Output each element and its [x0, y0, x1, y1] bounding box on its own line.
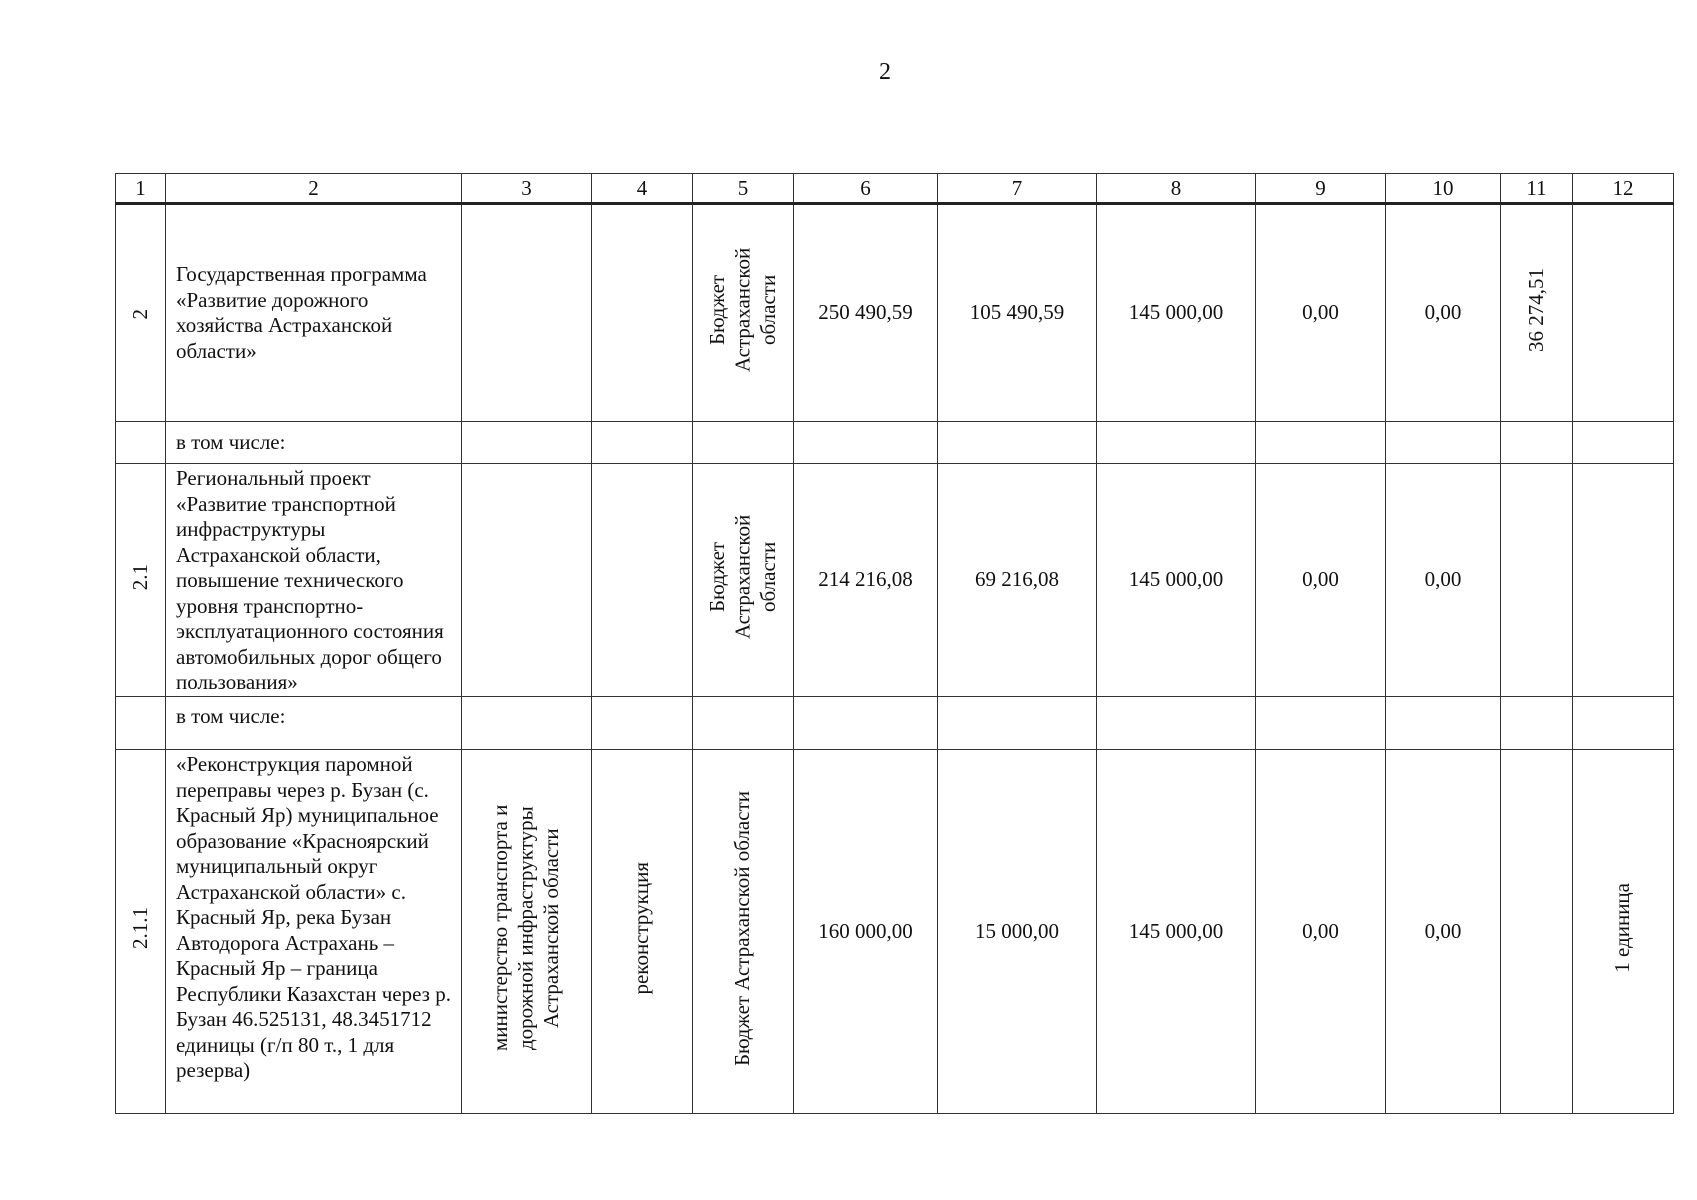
responsible-org: министерство транспорта и дорожной инфраструктуры Астраханской области — [488, 805, 564, 1052]
funding-source-cell — [693, 204, 794, 422]
row-index: 2.1.1 — [127, 907, 152, 950]
responsible-cell — [462, 750, 592, 1114]
table-row — [116, 422, 1674, 464]
responsible-cell — [462, 204, 592, 422]
column-number: 8 — [1097, 174, 1256, 204]
funding-source-cell — [693, 750, 794, 1114]
row-index: 2.1 — [127, 563, 152, 590]
work-type-cell — [592, 464, 693, 697]
row-index-cell — [116, 464, 166, 697]
funding-source-cell — [693, 464, 794, 697]
column-number: 3 — [462, 174, 592, 204]
total-amount-cell: 160 000,00 — [794, 750, 938, 1114]
column-number: 6 — [794, 174, 938, 204]
result-cell — [1573, 464, 1674, 697]
responsible-cell — [462, 464, 592, 697]
work-type: реконструкция — [629, 861, 654, 995]
including-label: в том числе: — [166, 422, 462, 464]
column-number-row — [116, 174, 1674, 204]
amount-col8-cell: 145 000,00 — [1097, 464, 1256, 697]
project-name-cell: Региональный проект «Развитие транспортной инфраструктуры Астраханской области, повышение технического уровня транспортно-эксплуатационного состояния автомобильных дорог общего пользования» — [166, 464, 462, 697]
result-cell — [1573, 750, 1674, 1114]
column-number: 4 — [592, 174, 693, 204]
funding-source: Бюджет Астраханской области — [704, 247, 780, 372]
funding-source: Бюджет Астраханской области — [704, 514, 780, 639]
column-number: 2 — [166, 174, 462, 204]
work-type-cell — [592, 750, 693, 1114]
page-number: 2 — [879, 59, 891, 85]
column-number: 5 — [693, 174, 794, 204]
total-amount-cell: 250 490,59 — [794, 204, 938, 422]
table-row — [116, 204, 1674, 422]
row-index: 2 — [127, 308, 152, 320]
amount-col9-cell: 0,00 — [1256, 464, 1386, 697]
column-number: 10 — [1386, 174, 1501, 204]
column-number: 11 — [1501, 174, 1573, 204]
amount-col11-cell — [1501, 464, 1573, 697]
amount-col11: 36 274,51 — [1523, 267, 1548, 352]
total-amount-cell: 214 216,08 — [794, 464, 938, 697]
amount-col10-cell: 0,00 — [1386, 750, 1501, 1114]
amount-col11-cell — [1501, 750, 1573, 1114]
row-index-cell — [116, 750, 166, 1114]
including-label: в том числе: — [166, 697, 462, 750]
amount-col10-cell: 0,00 — [1386, 204, 1501, 422]
funding-source: Бюджет Астраханской области — [730, 790, 755, 1066]
amount-col9-cell: 0,00 — [1256, 750, 1386, 1114]
amount-col7-cell: 69 216,08 — [938, 464, 1097, 697]
table-row — [116, 697, 1674, 750]
result-cell — [1573, 204, 1674, 422]
table-row — [116, 464, 1674, 697]
amount-col8-cell: 145 000,00 — [1097, 750, 1256, 1114]
amount-col7-cell: 105 490,59 — [938, 204, 1097, 422]
program-name-cell: Государственная программа «Развитие дорожного хозяйства Астраханской области» — [166, 204, 462, 422]
amount-col10-cell: 0,00 — [1386, 464, 1501, 697]
column-number: 12 — [1573, 174, 1674, 204]
column-number: 9 — [1256, 174, 1386, 204]
column-number: 7 — [938, 174, 1097, 204]
amount-col8-cell: 145 000,00 — [1097, 204, 1256, 422]
result-value: 1 единица — [1610, 883, 1635, 974]
object-description-cell: «Реконструкция паромной переправы через р. Бузан (с. Красный Яр) муниципальное образование «Красноярский муниципальный округ Астраханской области» с. Красный Яр, река Бузан Автодорога Астрахань – Красный Яр – граница Республики Казахстан через р. Бузан 46.525131, 48.3451712 единицы (г/п 80 т., 1 для резерва) — [166, 750, 462, 1114]
work-type-cell — [592, 204, 693, 422]
table-row — [116, 750, 1674, 1114]
row-index-cell — [116, 204, 166, 422]
amount-col7-cell: 15 000,00 — [938, 750, 1097, 1114]
amount-col11-cell — [1501, 204, 1573, 422]
column-number: 1 — [116, 174, 166, 204]
budget-table — [115, 173, 1674, 1114]
amount-col9-cell: 0,00 — [1256, 204, 1386, 422]
